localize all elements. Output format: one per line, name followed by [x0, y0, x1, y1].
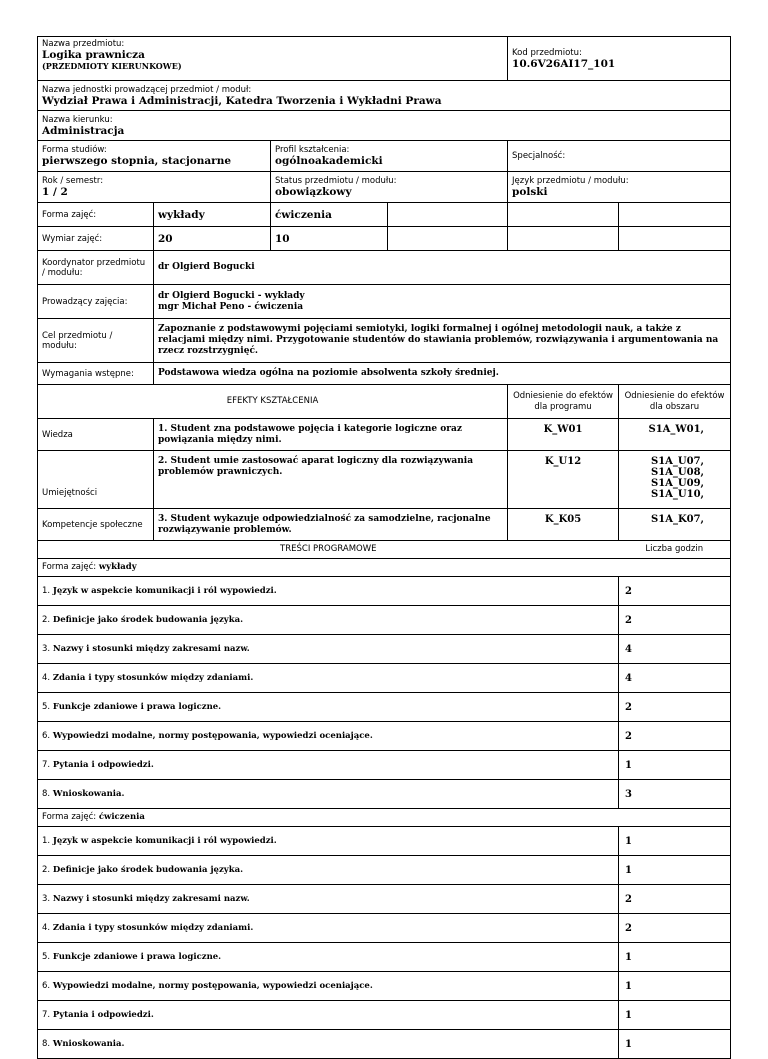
program-topic [38, 943, 619, 972]
topic-number: 4. [42, 672, 51, 683]
subject-group: (PRZEDMIOTY KIERUNKOWE) [42, 61, 182, 71]
status-label: Status przedmiotu / modułu: [275, 176, 397, 186]
program-row [38, 885, 731, 914]
form-prefix: Forma zajęć: [42, 562, 97, 572]
program-topic [38, 751, 619, 780]
lang-label: Język przedmiotu / modułu: [512, 176, 629, 186]
spec-cell [508, 141, 731, 172]
syllabus-table [37, 36, 731, 1059]
classes-label: Forma zajęć: [38, 203, 154, 227]
effect-category: Wiedza [38, 419, 154, 451]
topic-number: 8. [42, 788, 51, 799]
topic-hours: 1 [619, 943, 731, 972]
coordinator-label: Koordynator przedmiotu / modułu: [38, 251, 154, 285]
topic-text: Zdania i typy stosunków między zdaniami. [52, 672, 254, 683]
topic-number: 3. [42, 643, 51, 654]
exercises-list [38, 827, 731, 1059]
goal-label: Cel przedmiotu / modułu: [38, 319, 154, 363]
effect-program-ref: K_U12 [508, 451, 619, 509]
subject-label: Nazwa przedmiotu: [42, 39, 125, 49]
field-label: Nazwa kierunku: [42, 114, 113, 125]
lang-cell [508, 172, 731, 203]
topic-text: Wypowiedzi modalne, normy postępowania, wypowiedzi oceniające. [52, 980, 373, 991]
topic-number: 2. [42, 614, 51, 625]
hours-lectures: 20 [154, 227, 271, 251]
code-value: 10.6V26AI17_101 [512, 57, 616, 70]
program-row [38, 827, 731, 856]
form-prefix: Forma zajęć: [42, 812, 97, 822]
effect-program-ref: K_W01 [508, 419, 619, 451]
area-ref-line: S1A_U07, [650, 456, 705, 467]
hours-row [38, 227, 731, 251]
subject-name: Logika prawnicza [42, 49, 145, 61]
topic-text: Definicje jako środek budowania języka. [52, 864, 244, 875]
topic-number: 1. [42, 835, 51, 846]
topic-number: 7. [42, 1009, 51, 1020]
code-label: Kod przedmiotu: [512, 47, 582, 58]
hours-exercises: 10 [271, 227, 388, 251]
effects-col-program: Odniesienie do efektów dla programu [508, 385, 619, 419]
profile-value: ogólnoakademicki [275, 155, 383, 167]
program-row [38, 635, 731, 664]
effect-text: 1. Student zna podstawowe pojęcia i kategorie logiczne oraz powiązania między nimi. [154, 419, 508, 451]
field-value: Administracja [42, 124, 125, 137]
program-row [38, 751, 731, 780]
program-row [38, 722, 731, 751]
subject-row [38, 37, 731, 81]
program-header-row [38, 541, 731, 559]
lecturer-2: mgr Michał Peno - ćwiczenia [158, 301, 304, 312]
program-hours-col: Liczba godzin [619, 541, 731, 559]
field-row [38, 111, 731, 141]
effect-row [38, 509, 731, 541]
effect-text: 3. Student wykazuje odpowiedzialność za samodzielne, racjonalne rozwiązywanie problemów. [154, 509, 508, 541]
form-cell [38, 141, 271, 172]
topic-number: 5. [42, 701, 51, 712]
form-label: Forma studiów: [42, 145, 107, 155]
program-row [38, 1001, 731, 1030]
program-topic [38, 972, 619, 1001]
topic-number: 8. [42, 1038, 51, 1049]
program-row [38, 914, 731, 943]
topic-text: Funkcje zdaniowe i prawa logiczne. [52, 951, 222, 962]
exercises-section [38, 809, 731, 827]
classes-row [38, 203, 731, 227]
subject-cell [38, 37, 508, 81]
program-row [38, 664, 731, 693]
topic-hours: 1 [619, 751, 731, 780]
topic-hours: 1 [619, 972, 731, 1001]
year-label: Rok / semestr: [42, 176, 104, 186]
program-row [38, 943, 731, 972]
effect-text: 2. Student umie zastosować aparat logiczny dla rozwiązywania problemów prawniczych. [154, 451, 508, 509]
unit-row [38, 81, 731, 111]
program-row [38, 780, 731, 809]
topic-text: Funkcje zdaniowe i prawa logiczne. [52, 701, 222, 712]
topic-text: Nazwy i stosunki między zakresami nazw. [52, 893, 250, 904]
topic-text: Wnioskowania. [52, 1038, 125, 1049]
goal-value: Zapoznanie z podstawowymi pojęciami semiotyki, logiki formalnej i ogólnej metodologii nauk, a także z relacjami między nimi. Przygotowanie studentów do stawiania problemów, rozwiązywania i argumentowania na rzecz rozstrzygnięć. [154, 319, 731, 363]
topic-text: Zdania i typy stosunków między zdaniami. [52, 922, 254, 933]
effect-category: Umiejętności [38, 451, 154, 509]
topic-hours: 4 [619, 635, 731, 664]
topic-text: Wypowiedzi modalne, normy postępowania, wypowiedzi oceniające. [52, 730, 373, 741]
topic-text: Język w aspekcie komunikacji i ról wypowiedzi. [52, 585, 277, 596]
syllabus-sheet [37, 36, 730, 1059]
profile-label: Profil kształcenia: [275, 145, 350, 155]
exercises-label: ćwiczenia [98, 812, 145, 822]
status-value: obowiązkowy [275, 186, 352, 198]
effect-row [38, 419, 731, 451]
topic-hours: 1 [619, 827, 731, 856]
lectures-section-row [38, 559, 731, 577]
lecturers-label: Prowadzący zajęcia: [38, 285, 154, 319]
year-value: 1 / 2 [42, 186, 68, 198]
topic-text: Definicje jako środek budowania języka. [52, 614, 244, 625]
program-topic [38, 1001, 619, 1030]
program-topic [38, 914, 619, 943]
exercises-section-row [38, 809, 731, 827]
topic-number: 4. [42, 922, 51, 933]
goal-row [38, 319, 731, 363]
topic-number: 5. [42, 951, 51, 962]
lecturers-row [38, 285, 731, 319]
unit-cell [38, 81, 731, 111]
program-topic [38, 827, 619, 856]
topic-hours: 2 [619, 885, 731, 914]
status-cell [271, 172, 508, 203]
topic-hours: 3 [619, 780, 731, 809]
form-value: pierwszego stopnia, stacjonarne [42, 155, 232, 167]
lectures-list [38, 577, 731, 809]
topic-hours: 2 [619, 914, 731, 943]
lang-value: polski [512, 186, 548, 198]
topic-number: 6. [42, 730, 51, 741]
topic-number: 3. [42, 893, 51, 904]
program-row [38, 693, 731, 722]
topic-hours: 1 [619, 856, 731, 885]
topic-hours: 1 [619, 1030, 731, 1059]
program-topic [38, 577, 619, 606]
program-row [38, 606, 731, 635]
effect-row [38, 451, 731, 509]
topic-text: Pytania i odpowiedzi. [52, 759, 154, 770]
effect-area-ref: S1A_K07, [619, 509, 731, 541]
year-cell [38, 172, 271, 203]
topic-number: 1. [42, 585, 51, 596]
topic-hours: 2 [619, 606, 731, 635]
effects-header-row [38, 385, 731, 419]
code-cell [508, 37, 731, 81]
topic-hours: 1 [619, 1001, 731, 1030]
effect-category: Kompetencje społeczne [38, 509, 154, 541]
field-cell [38, 111, 731, 141]
effect-program-ref: K_K05 [508, 509, 619, 541]
program-row [38, 577, 731, 606]
topic-text: Nazwy i stosunki między zakresami nazw. [52, 643, 250, 654]
coordinator-value: dr Olgierd Bogucki [154, 251, 731, 285]
lecturers-value [154, 285, 731, 319]
area-ref-line: S1A_U09, [650, 478, 705, 489]
class-lectures: wykłady [154, 203, 271, 227]
form-row [38, 141, 731, 172]
prereq-row [38, 363, 731, 385]
topic-number: 6. [42, 980, 51, 991]
spec-label: Specjalność: [512, 151, 566, 161]
program-title: TREŚCI PROGRAMOWE [38, 541, 619, 559]
unit-label: Nazwa jednostki prowadzącej przedmiot / moduł: [42, 84, 252, 95]
unit-value: Wydział Prawa i Administracji, Katedra Tworzenia i Wykładni Prawa [42, 94, 442, 107]
program-topic [38, 885, 619, 914]
lectures-section [38, 559, 731, 577]
effects-title: EFEKTY KSZTAŁCENIA [38, 385, 508, 419]
topic-number: 2. [42, 864, 51, 875]
effects-col-area: Odniesienie do efektów dla obszaru [619, 385, 731, 419]
topic-hours: 2 [619, 722, 731, 751]
program-topic [38, 1030, 619, 1059]
topic-hours: 2 [619, 577, 731, 606]
year-row [38, 172, 731, 203]
area-ref-line: S1A_U08, [650, 467, 705, 478]
program-topic [38, 722, 619, 751]
program-row [38, 972, 731, 1001]
coordinator-row [38, 251, 731, 285]
topic-text: Wnioskowania. [52, 788, 125, 799]
program-topic [38, 606, 619, 635]
program-topic [38, 856, 619, 885]
profile-cell [271, 141, 508, 172]
program-row [38, 856, 731, 885]
topic-text: Pytania i odpowiedzi. [52, 1009, 154, 1020]
topic-hours: 4 [619, 664, 731, 693]
program-row [38, 1030, 731, 1059]
class-exercises: ćwiczenia [271, 203, 388, 227]
program-topic [38, 780, 619, 809]
hours-label: Wymiar zajęć: [38, 227, 154, 251]
prereq-label: Wymagania wstępne: [38, 363, 154, 385]
program-topic [38, 664, 619, 693]
program-topic [38, 693, 619, 722]
lectures-label: wykłady [98, 562, 137, 572]
prereq-value: Podstawowa wiedza ogólna na poziomie absolwenta szkoły średniej. [154, 363, 731, 385]
topic-number: 7. [42, 759, 51, 770]
effect-area-ref: S1A_W01, [619, 419, 731, 451]
program-topic [38, 635, 619, 664]
topic-hours: 2 [619, 693, 731, 722]
lecturer-1: dr Olgierd Bogucki - wykłady [158, 290, 305, 301]
area-ref-line: S1A_U10, [650, 489, 705, 500]
effect-area-ref [619, 451, 731, 509]
topic-text: Język w aspekcie komunikacji i ról wypowiedzi. [52, 835, 277, 846]
